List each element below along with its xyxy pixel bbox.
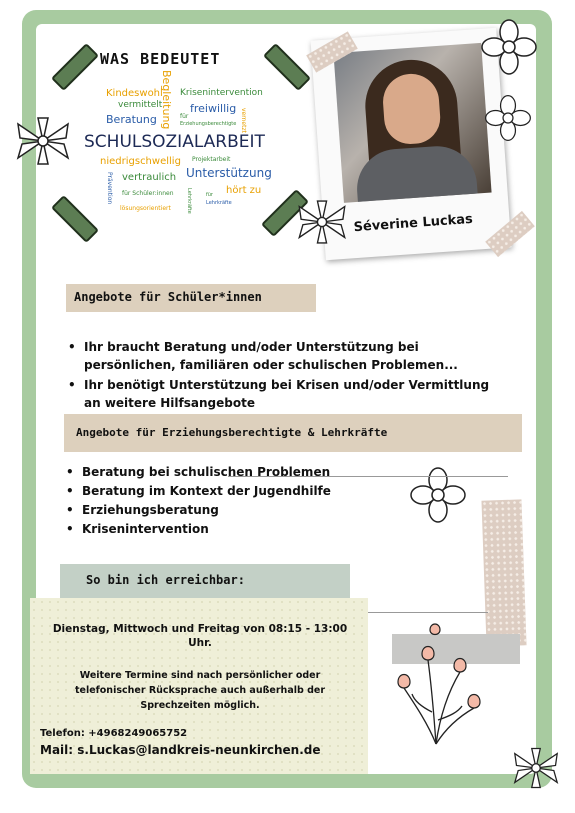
word-schulsozialarbeit: SCHULSOZIALARBEIT <box>84 132 265 152</box>
word-fuer-schuelerinnen: für Schüler:innen <box>122 190 174 197</box>
parents-list <box>64 463 444 539</box>
word-erziehungsberechtigte: Erziehungsberechtigte <box>180 121 237 127</box>
portrait-photo <box>333 43 491 203</box>
word-krisenintervention: Krisenintervention <box>180 88 263 98</box>
contact-divider-line <box>368 612 488 613</box>
office-hours: Dienstag, Mittwoch und Freitag von 08:15 - 13:00 Uhr. <box>52 623 348 649</box>
list-item: • Beratung bei schulischen Problemen <box>64 463 444 482</box>
word-begleitung: Begleitung <box>160 70 173 130</box>
parents-heading-banner <box>64 414 522 452</box>
list-item: • Beratung im Kontext der Jugendhilfe <box>64 482 444 501</box>
flower-icon-right-mid <box>484 94 532 142</box>
word-unterstuetzung: Unterstützung <box>186 166 272 180</box>
wordcloud-title: WAS BEDEUTET <box>100 50 221 68</box>
contact-box <box>30 598 368 774</box>
word-beratung: Beratung <box>106 113 157 126</box>
list-item: • Ihr benötigt Unterstützung bei Krisen und/oder Vermittlung an weitere Hilfsangebote <box>66 376 506 412</box>
appointment-note: Weitere Termine sind nach persönlicher oder telefonischer Rücksprache auch außerhalb der Sprechzeiten möglich. <box>74 670 326 711</box>
contact-phone: Telefon: +4968249065752 <box>40 728 188 739</box>
word-lehrkraefte-vertical: Lehrkräfte <box>186 188 192 214</box>
list-divider-line <box>228 476 508 477</box>
list-item: • Erziehungsberatung <box>64 501 444 520</box>
list-item: • Krisenintervention <box>64 520 444 539</box>
contact-mail[interactable]: Mail: s.Luckas@landkreis-neunkirchen.de <box>40 743 321 757</box>
contact-heading-banner <box>60 564 350 598</box>
person-name: Séverine Luckas <box>353 211 474 236</box>
contact-heading: So bin ich erreichbar: <box>86 573 245 587</box>
tulip-bouquet-icon <box>388 620 488 746</box>
students-list <box>66 338 506 412</box>
flower-icon-top-right <box>480 18 538 76</box>
word-lehrkraefte: Lehrkräfte <box>206 200 232 206</box>
students-heading: Angebote für Schüler*innen <box>74 290 262 304</box>
word-fuer-1: für <box>180 113 189 120</box>
word-vertraulich: vertraulich <box>122 172 177 183</box>
list-item: • Ihr braucht Beratung und/oder Unterstützung bei persönlichen, familiären oder schulischen Problemen... <box>66 338 506 374</box>
tape-strip-right <box>481 499 526 646</box>
parents-heading: Angebote für Erziehungsberechtigte & Lehrkräfte <box>76 426 388 439</box>
word-hoert-zu: hört zu <box>226 185 262 196</box>
word-loesungsorientiert: lösungsorientiert <box>120 205 171 212</box>
word-niedrigschwellig: niedrigschwellig <box>100 156 181 167</box>
word-projektarbeit: Projektarbeit <box>192 156 231 163</box>
word-freiwillig: freiwillig <box>190 102 237 115</box>
flower-icon-photo-bottom <box>292 194 352 250</box>
word-vernetzt: vernetzt <box>240 108 247 133</box>
flower-icon-bottom-right <box>508 740 564 796</box>
word-vermittelt: vermittelt <box>118 100 163 110</box>
students-heading-banner <box>66 284 316 312</box>
word-kindeswohl: Kindeswohl <box>106 88 163 99</box>
word-fuer-2: für <box>206 192 213 198</box>
flower-icon-left <box>10 116 76 166</box>
word-praevention: Prävention <box>106 172 113 205</box>
